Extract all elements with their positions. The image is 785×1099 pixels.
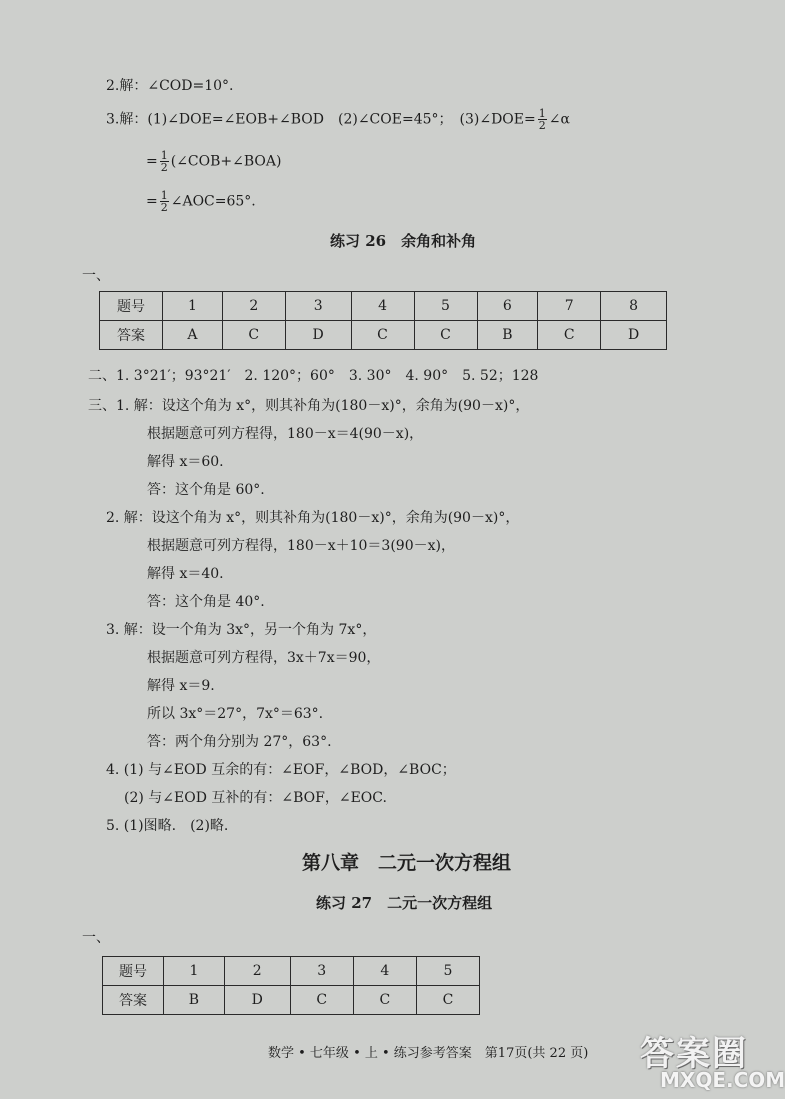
chapter-8-title: 第八章 二元一次方程组 (302, 852, 512, 874)
table-cell: 7 (538, 292, 601, 321)
solution-line: 解得 x＝60. (147, 454, 224, 470)
answer-q3-line3-text: ∠AOC=65°. (170, 193, 256, 210)
exercise-27-answer-table (102, 956, 480, 1015)
table-header-cell: 题号 (103, 957, 164, 986)
solution-line: 根据题意可列方程得，3x＋7x＝90， (147, 650, 381, 666)
solution-line: 答：这个角是 40°. (147, 594, 265, 610)
table-cell: C (414, 321, 477, 350)
table-cell: B (477, 321, 538, 350)
solution-line: 答：这个角是 60°. (147, 482, 265, 498)
table-cell: C (538, 321, 601, 350)
table-row-numbers (100, 292, 667, 321)
table-cell: 8 (601, 292, 667, 321)
page-footer: 数学 • 七年级 • 上 • 练习参考答案 第17页(共 22 页) (268, 1046, 589, 1061)
solution-line: (2) 与∠EOD 互补的有：∠BOF，∠EOC. (124, 790, 387, 806)
table-cell: C (416, 986, 479, 1015)
solution-line: 所以 3x°＝27°，7x°＝63°. (147, 706, 324, 722)
table-cell: D (224, 986, 290, 1015)
solution-line: 答：两个角分别为 27°，63°. (147, 734, 332, 750)
table-cell: 4 (353, 957, 416, 986)
table-cell: C (351, 321, 414, 350)
solution-line: 5. (1)图略. (2)略. (106, 818, 229, 834)
table-row-numbers (103, 957, 480, 986)
table-cell: 5 (416, 957, 479, 986)
answer-q3-line1-tail: ∠α (548, 111, 570, 128)
exercise-26-answer-table (99, 291, 667, 350)
table-cell: 4 (351, 292, 414, 321)
solution-line: 解得 x＝9. (147, 678, 215, 694)
watermark-site: MXQE.COM (660, 1068, 785, 1092)
table-cell: C (222, 321, 285, 350)
table-cell: D (285, 321, 351, 350)
solution-line: 解得 x＝40. (147, 566, 224, 582)
fraction-half: $\frac{1}{2}$ (538, 107, 546, 132)
table-cell: D (601, 321, 667, 350)
table-cell: C (290, 986, 353, 1015)
table-header-cell: 答案 (103, 986, 164, 1015)
answer-q3-line2-text: (∠COB+∠BOA) (170, 153, 282, 170)
exercise-27-title: 练习 27 二元一次方程组 (316, 894, 493, 912)
table-cell: C (353, 986, 416, 1015)
fraction-half: $\frac{1}{2}$ (160, 149, 168, 174)
solution-line: 根据题意可列方程得，180－x＝4(90－x)， (147, 426, 424, 442)
table-cell: 1 (163, 292, 223, 321)
table-cell: A (163, 321, 223, 350)
table-cell: B (164, 986, 225, 1015)
answer-q2: 2.解：∠COD=10°. (106, 78, 234, 94)
exercise-26-part2: 二、1. 3°21′；93°21′ 2. 120°；60° 3. 30° 4. 90° 5. 52；128 (88, 368, 539, 384)
table-cell: 2 (224, 957, 290, 986)
fraction-half: $\frac{1}{2}$ (160, 189, 168, 214)
watermark-logo: 答案圈 (640, 1034, 748, 1074)
table-row-answers (100, 321, 667, 350)
answer-q3-line2: = $\frac{1}{2}$ (∠COB+∠BOA) (146, 149, 282, 174)
table-cell: 5 (414, 292, 477, 321)
solution-line: 4. (1) 与∠EOD 互余的有：∠EOF，∠BOD，∠BOC； (106, 762, 456, 778)
table-cell: 1 (164, 957, 225, 986)
table-cell: 2 (222, 292, 285, 321)
exercise-26-part1-label: 一、 (82, 268, 110, 284)
exercise-26-title: 练习 26 余角和补角 (330, 232, 477, 250)
answer-q3-line1 (106, 108, 570, 131)
exercise-27-part1-label: 一、 (82, 930, 110, 946)
answer-q3-line1-text: 3.解：(1)∠DOE=∠EOB+∠BOD (2)∠COE=45°； (3)∠DOE= (106, 111, 536, 128)
solution-line: 2. 解：设这个角为 x°，则其补角为(180－x)°，余角为(90－x)°， (106, 510, 520, 526)
table-header-cell: 答案 (100, 321, 163, 350)
table-cell: 3 (290, 957, 353, 986)
table-cell: 6 (477, 292, 538, 321)
table-cell: 3 (285, 292, 351, 321)
solution-line: 三、1. 解：设这个角为 x°，则其补角为(180－x)°，余角为(90－x)°， (88, 398, 530, 414)
solution-line: 根据题意可列方程得，180－x＋10＝3(90－x)， (147, 538, 455, 554)
answer-q3-line3: = $\frac{1}{2}$ ∠AOC=65°. (146, 189, 256, 214)
table-header-cell: 题号 (100, 292, 163, 321)
solution-line: 3. 解：设一个角为 3x°，另一个角为 7x°， (106, 622, 377, 638)
table-row-answers (103, 986, 480, 1015)
